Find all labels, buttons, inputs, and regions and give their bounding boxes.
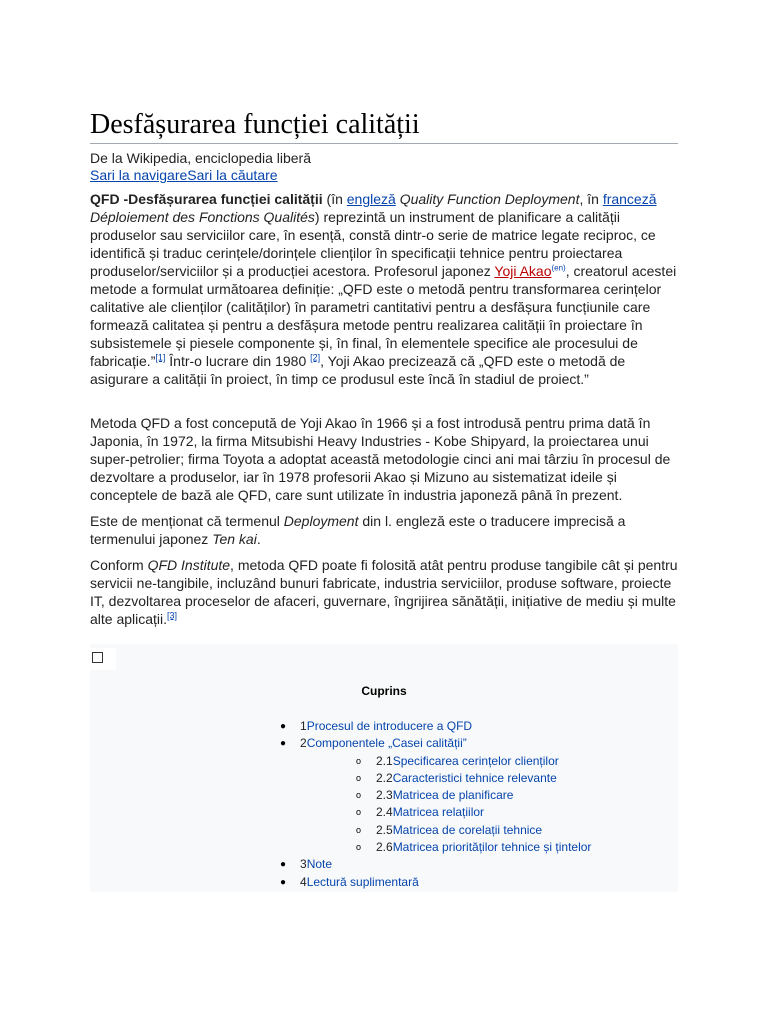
toc-subitem[interactable]: o 2.4Matricea relațiilor: [356, 804, 591, 821]
page-title: Desfășurarea funcției calității: [90, 108, 678, 144]
checkbox-icon: [92, 652, 103, 663]
toc-toggle-checkbox[interactable]: [90, 648, 116, 670]
article: [90, 108, 678, 892]
site-subtitle: De la Wikipedia, enciclopedia liberă: [90, 150, 312, 166]
reference-2[interactable]: [2]: [310, 352, 321, 363]
link-yoji-akao[interactable]: Yoji Akao: [494, 263, 552, 279]
circle-bullet-icon: o: [356, 807, 362, 818]
bullet-icon: ●: [280, 876, 287, 888]
link-english[interactable]: engleză: [346, 191, 396, 207]
toc-subitem[interactable]: o 2.3Matricea de planificare: [356, 787, 591, 804]
toc-item[interactable]: ● 2Componentele „Casei calității” o 2.1Specificarea cerințelor clienților o 2.2Caracteristici tehnice relevante o 2.3Matricea de planificare o 2.4Matricea relațiilor o 2.5Matricea de corelații tehnice o 2.6Matricea priorităților tehnice și țintelor: [280, 735, 591, 856]
applications-paragraph: Conform QFD Institute, metoda QFD poate fi folosită atât pentru produse tangibile cât și pentru servicii ne-tangibile, incluzând bunuri fabricate, industria serviciilor, produse software, proiecte IT, dezvoltarea proceselor de afaceri, guvernare, îngrijirea sănătății, inițiative de mediu și multe alte aplicații.[3]: [90, 557, 678, 627]
history-paragraph: Metoda QFD a fost concepută de Yoji Akao în 1966 și a fost introdusă pentru prima dată în Japonia, în 1972, la firma Mitsubishi Heavy Industries - Kobe Shipyard, la proiectarea unui super-petrolier; firma Toyota a adoptat această metodologie cinci ani mai târziu în procesul de dezvoltare a produselor, iar în 1978 profesorii Akao și Mizuno au sistematizat ideile și conceptele de bază ale QFD, care sunt utilizate în industria japoneză până în prezent.: [90, 415, 671, 503]
toc-item[interactable]: ● 1Procesul de introducere a QFD: [280, 718, 591, 735]
circle-bullet-icon: o: [356, 772, 362, 783]
reference-3[interactable]: [3]: [167, 610, 178, 621]
bullet-icon: ●: [280, 738, 287, 750]
circle-bullet-icon: o: [356, 755, 362, 766]
table-of-contents: [90, 644, 678, 892]
jump-links: [90, 167, 678, 184]
reference-1[interactable]: [1]: [155, 352, 166, 363]
deployment-paragraph: Este de menționat că termenul Deployment din l. engleză este o traducere imprecisă a termenului japonez Ten kai.: [90, 513, 626, 547]
link-french[interactable]: franceză: [602, 191, 657, 207]
toc-item[interactable]: ● 4Lectură suplimentară: [280, 874, 591, 891]
circle-bullet-icon: o: [356, 824, 362, 835]
external-link-icon[interactable]: (en): [551, 263, 566, 273]
toc-item[interactable]: ● 3Note: [280, 856, 591, 873]
intro-bold-term: QFD -Desfășurarea funcției calității: [90, 191, 323, 207]
circle-bullet-icon: o: [356, 842, 362, 853]
jump-to-search-link[interactable]: Sari la căutare: [187, 167, 278, 183]
bullet-icon: ●: [280, 859, 287, 871]
jump-to-navigation-link[interactable]: Sari la navigare: [90, 167, 188, 183]
toc-subitem[interactable]: o 2.5Matricea de corelații tehnice: [356, 822, 591, 839]
circle-bullet-icon: o: [356, 790, 362, 801]
toc-title: Cuprins: [361, 684, 407, 698]
toc-subitem[interactable]: o 2.2Caracteristici tehnice relevante: [356, 770, 591, 787]
bullet-icon: ●: [280, 721, 287, 732]
toc-subitem[interactable]: o 2.6Matricea priorităților tehnice și țintelor: [356, 839, 591, 856]
intro-paragraph: QFD -Desfășurarea funcției calității (în engleză Quality Function Deployment, în franceză Déploiement des Fonctions Qualités) reprezintă un instrument de planificare a calității produselor sau serviciilor care, în esență, constă dintr-o serie de matrice legate reciproc, ce identifică și traduc cerințele/dorințele clienților în specificații tehnice pentru proiectarea produselor/serviciilor și a producției acestora. Profesorul japonez Yoji Akao$^{(en)}$, creatorul acestei metode a formulat următoarea definiție: „QFD este o metodă pentru transformarea cerințelor calitative ale clienților (calităților) în parametri cantitativi pentru a desfășura funcțiunile care formează calitatea și pentru a desfășura metode pentru realizarea calității în proiectare în subsistemele și piesele componente și, în final, în elementele specifice ale procesului de fabricație.”[1] Într-o lucrare din 1980 [2], Yoji Akao precizează că „QFD este o metodă de asigurare a calității în proiect, în timp ce produsul este încă în stadiul de proiect.”: [90, 191, 677, 387]
toc-sublist: [356, 753, 591, 857]
toc-list: [280, 718, 591, 891]
toc-subitem[interactable]: o 2.1Specificarea cerințelor clienților: [356, 753, 591, 770]
